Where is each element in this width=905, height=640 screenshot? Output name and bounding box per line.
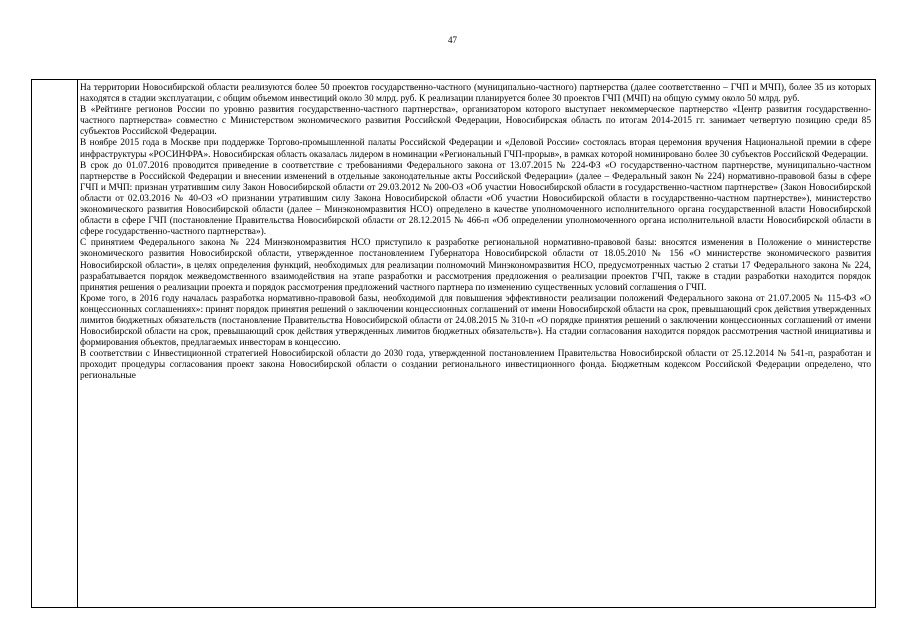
paragraph-regulatory-framework: С принятием Федерального закона № 224 Минэкономразвития НСО приступило к разработке региональной нормативно-правовой базы: вносятся изменения в Положение о министерстве экономического развития Новосибирской области, утвержденное постановлением Губернатора Новосибирской области от 18.05.2010 № 156 «О министерстве экономического развития Новосибирской области», в целях определения функций, необходимых для реализации полномочий Минэкономразвития НСО, предусмотренных частью 2 статьи 17 Федерального закона № 224, разрабатывается порядок межведомственного взаимодействия на этапе разработки и рассмотрения предложения о реализации проектов ГЧП, также в стадии разработки находится порядок принятия решения о реализации проекта и порядок рассмотрения предложений частного партнера по изменению существенных условий соглашения о ГЧП. (80, 238, 871, 293)
paragraph-legislation-alignment: В срок до 01.07.2016 проводится приведение в соответствие с требованиями Федерального закона от 13.07.2015 № 224-ФЗ «О государственно-частном партнерстве, муниципально-частном партнерстве в Российской Федерации и внесении изменений в отдельные законодательные акты Российской Федерации» (далее – Федеральный закон № 224) нормативно-правовой базы в сфере ГЧП и МЧП: признан утратившим силу Закон Новосибирской области от 29.03.2012 № 200-ОЗ «Об участии Новосибирской области в государственно-частном партнерстве» (Закон Новосибирской области от 02.03.2016 № 40-ОЗ «О признании утратившим силу Закона Новосибирской области «Об участии Новосибирской области в государственно-частном партнерстве»), министерство экономического развития Новосибирской области (далее – Минэкономразвития НСО) определено в качестве уполномоченного исполнительного органа государственной власти Новосибирской области в сфере ГЧП (постановление Правительства Новосибирской области от 28.12.2015 № 466-п «Об определении уполномоченного органа исполнительной власти Новосибирской области в сфере государственно-частного партнерства»). (80, 160, 871, 238)
document-table (31, 79, 876, 608)
empty-left-column (32, 80, 78, 607)
paragraph-rosinfra-award: В ноябре 2015 года в Москве при поддержке Торгово-промышленной палаты Российской Федерации и «Деловой России» состоялась вторая церемония вручения Национальной премии в сфере инфраструктуры «РОСИНФРА». Новосибирская область оказалась лидером в номинации «Региональный ГЧП-прорыв», в рамках которой номинировано более 30 субъектов Российской Федерации. (80, 138, 871, 160)
paragraph-investment-fund: В соответствии с Инвестиционной стратегией Новосибирской области до 2030 года, утвержденной постановлением Правительства Новосибирской области от 25.12.2014 № 541-п, разработан и проходит процедуры согласования проект закона Новосибирской области о создании регионального инвестиционного фонда. Бюджетным кодексом Российской Федерации определено, что региональные (80, 349, 871, 382)
page-number: 47 (448, 35, 457, 45)
paragraph-ppp-projects: На территории Новосибирской области реализуются более 50 проектов государственно-частного (муниципально-частного) партнерства (далее соответственно – ГЧП и МЧП), более 35 из которых находятся в стадии эксплуатации, с общим объемом инвестиций около 30 млрд. руб. К реализации планируется более 30 проектов ГЧП (МЧП) на общую сумму около 50 млрд. руб. (80, 83, 871, 105)
text-column (78, 80, 875, 607)
paragraph-concession-agreements: Кроме того, в 2016 году началась разработка нормативно-правовой базы, необходимой для повышения эффективности реализации положений Федерального закона от 21.07.2005 № 115-ФЗ «О концессионных соглашениях»: принят порядок принятия решений о заключении концессионных соглашений от имени Новосибирской области на срок, превышающий срок действия утвержденных лимитов бюджетных обязательств (постановление Правительства Новосибирской области от 24.08.2015 № 310-п «О порядке принятия решений о заключении концессионных соглашений от имени Новосибирской области на срок, превышающий срок действия утвержденных лимитов бюджетных обязательств»). На стадии согласования находится порядок рассмотрения частной инициативы и формирования объектов, предлагаемых инвесторам в концессию. (80, 293, 871, 349)
paragraph-regional-rating: В «Рейтинге регионов России по уровню развития государственно-частного партнерства», организатором которого выступает некоммерческое партнерство «Центр развития государственно-частного партнерства» совместно с Министерством экономического развития Российской Федерации, Новосибирская область по итогам 2014-2015 гг. занимает четвертую позицию среди 85 субъектов Российской Федерации. (80, 105, 871, 138)
